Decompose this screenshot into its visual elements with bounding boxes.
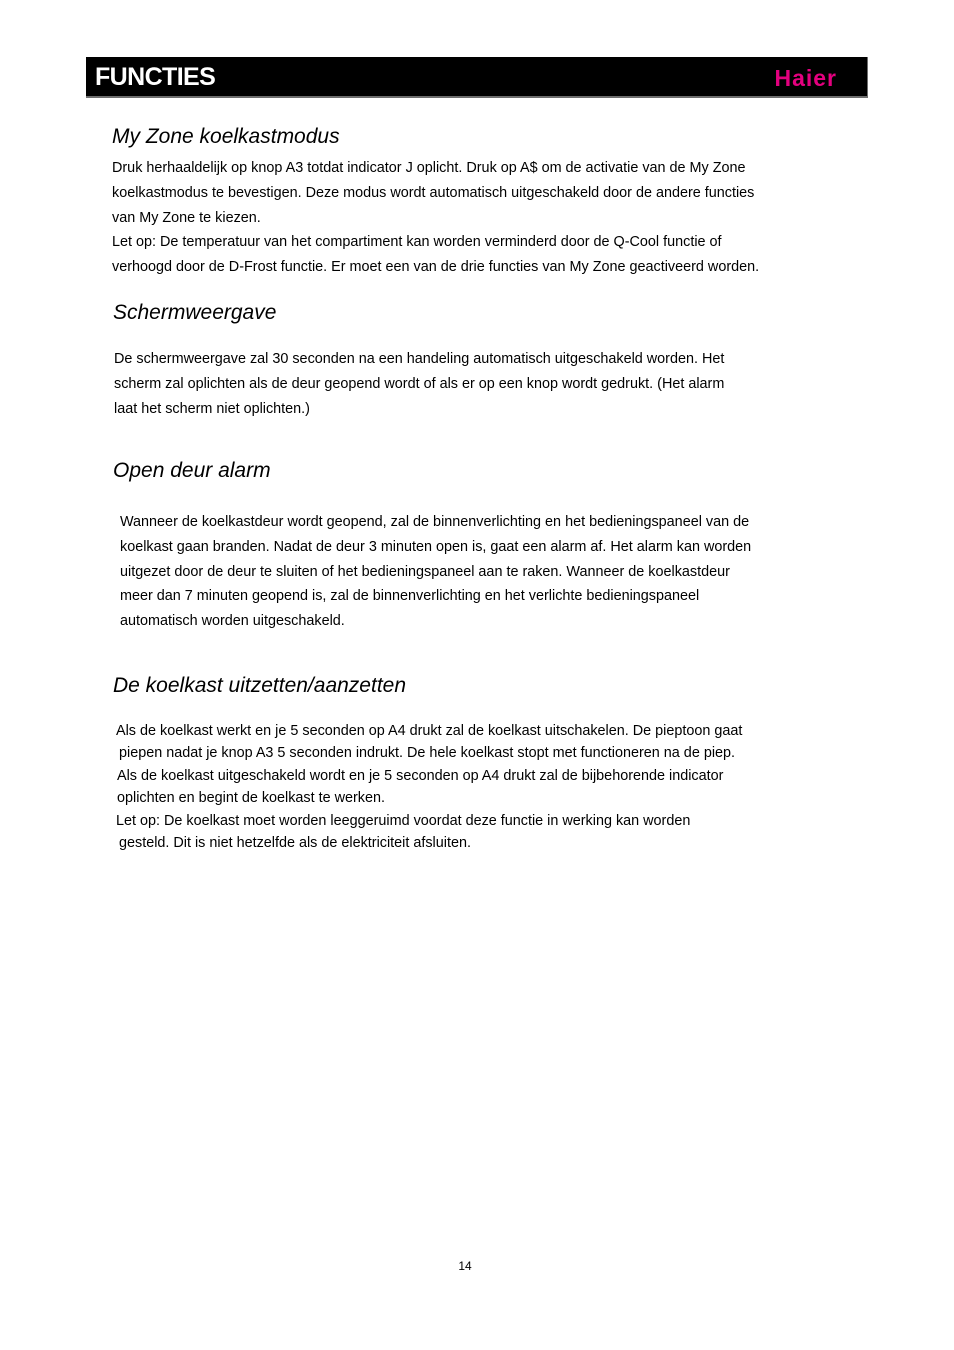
header-bar (86, 57, 868, 98)
page-title: FUNCTIES (95, 63, 216, 91)
paragraph-line: gesteld. Dit is niet hetzelfde als de elektriciteit afsluiten. (119, 835, 471, 852)
paragraph-line: Let op: De temperatuur van het compartiment kan worden verminderd door de Q-Cool functie of (112, 234, 722, 251)
paragraph-line: Let op: De koelkast moet worden leeggeruimd voordat deze functie in werking kan worden (116, 812, 691, 829)
section-body-koelkast-uitzetten (116, 720, 742, 854)
section-body-open-deur-alarm (120, 510, 751, 634)
paragraph-line: Als de koelkast werkt en je 5 seconden op A4 drukt zal de koelkast uitschakelen. De pieptoon gaat (116, 723, 743, 739)
section-heading-open-deur-alarm: Open deur alarm (113, 459, 271, 482)
paragraph-line: koelkast gaan branden. Nadat de deur 3 minuten open is, gaat een alarm af. Het alarm kan worden (120, 538, 752, 555)
section-heading-schermweergave: Schermweergave (113, 301, 277, 324)
paragraph-line: meer dan 7 minuten geopend is, zal de binnenverlichting en het verlichte bedieningspaneel (120, 588, 700, 605)
paragraph-line: automatisch worden uitgeschakeld. (120, 613, 345, 630)
haier-logo: Haier (774, 65, 837, 91)
section-body-schermweergave (114, 347, 724, 422)
section-body-my-zone (112, 156, 759, 280)
paragraph-line: scherm zal oplichten als de deur geopend wordt of als er op een knop wordt gedrukt. (Het alarm (114, 376, 725, 392)
paragraph-line: Wanneer de koelkastdeur wordt geopend, zal de binnenverlichting en het bedieningspaneel van de (120, 514, 750, 530)
paragraph-line: De schermweergave zal 30 seconden na een handeling automatisch uitgeschakeld worden. Het (114, 351, 725, 367)
paragraph-line: Als de koelkast uitgeschakeld wordt en je 5 seconden op A4 drukt zal de bijbehorende indicator (117, 767, 724, 784)
paragraph-line: Druk herhaaldelijk op knop A3 totdat indicator J oplicht. Druk op A$ om de activatie van de My Zone (112, 160, 746, 176)
paragraph-line: laat het scherm niet oplichten.) (114, 401, 310, 417)
section-heading-my-zone: My Zone koelkastmodus (112, 125, 340, 148)
paragraph-line: koelkastmodus te bevestigen. Deze modus wordt automatisch uitgeschakeld door de andere functies (112, 184, 755, 201)
paragraph-line: piepen nadat je knop A3 5 seconden indrukt. De hele koelkast stopt met functioneren na de piep. (119, 745, 736, 762)
paragraph-line: verhoogd door de D-Frost functie. Er moet een van de drie functies van My Zone geactiveerd worden. (112, 259, 760, 276)
paragraph-line: uitgezet door de deur te sluiten of het bedieningspaneel aan te raken. Wanneer de koelkastdeur (120, 563, 730, 580)
paragraph-line: van My Zone te kiezen. (112, 209, 261, 226)
page-number: 14 (458, 1259, 472, 1273)
paragraph-line: oplichten en begint de koelkast te werken. (117, 790, 385, 807)
section-heading-koelkast-uitzetten: De koelkast uitzetten/aanzetten (113, 674, 407, 697)
